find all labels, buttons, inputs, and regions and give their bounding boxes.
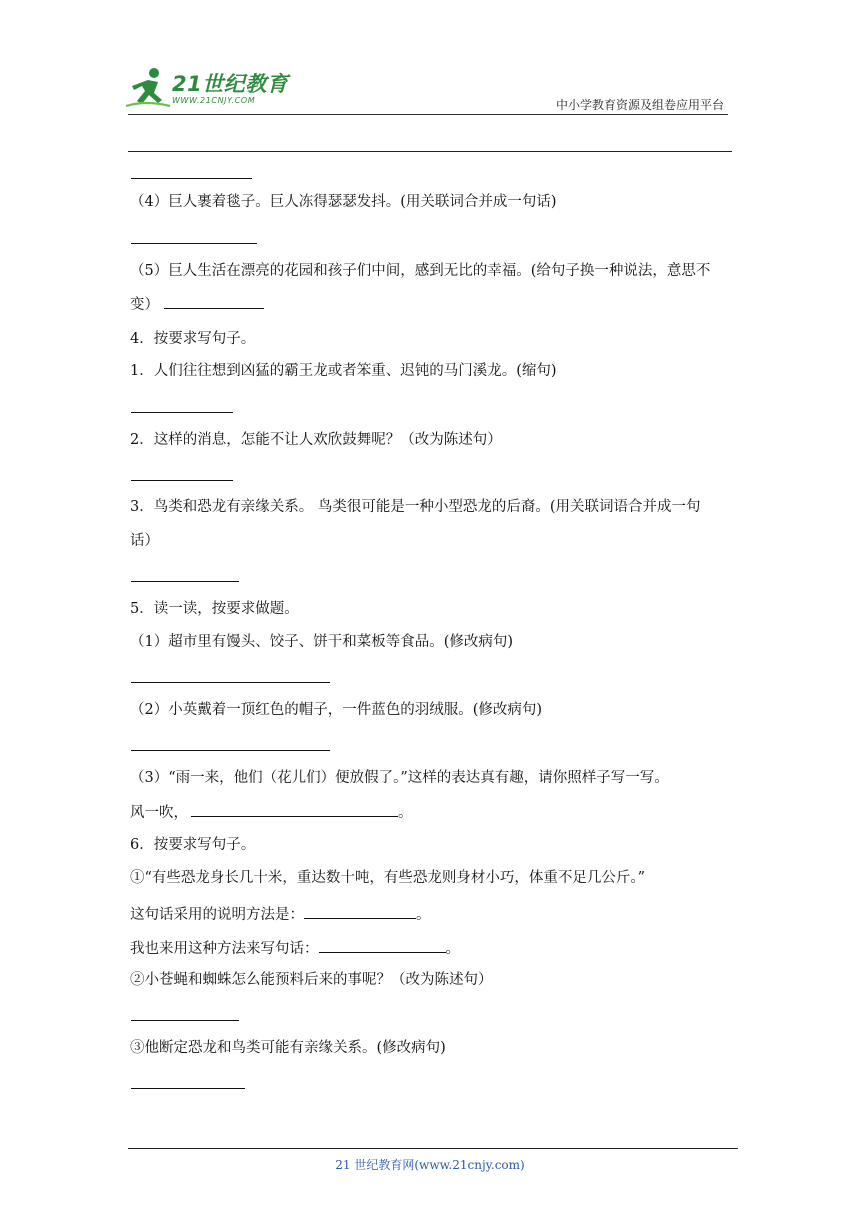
- answer-blank: [131, 412, 233, 413]
- question-text: ③他断定恐龙和鸟类可能有亲缘关系。(修改病句): [130, 1040, 446, 1056]
- question-text: 3．鸟类和恐龙有亲缘关系。 鸟类很可能是一种小型恐龙的后裔。(用关联词语合并成一句: [130, 499, 701, 515]
- fill-prefix: 风一吹，: [130, 805, 188, 821]
- answer-blank: [131, 1088, 245, 1089]
- fill-prefix: 这句话采用的说明方法是：: [130, 907, 304, 923]
- question-text: 2．这样的消息，怎能不让人欢欣鼓舞呢？（改为陈述句）: [130, 432, 502, 448]
- site-logo: [124, 66, 294, 116]
- answer-blank: [131, 178, 252, 179]
- question-text: [130, 293, 264, 315]
- section-title: 4．按要求写句子。: [130, 331, 256, 347]
- answer-blank: [131, 243, 257, 244]
- fill-suffix: 。: [416, 907, 431, 923]
- answer-blank: [131, 1020, 239, 1021]
- question-text: （2）小英戴着一顶红色的帽子，一件蓝色的羽绒服。(修改病句): [130, 702, 543, 718]
- fill-prefix: 我也来用这种方法来写句话：: [130, 941, 319, 957]
- answer-blank: [131, 682, 330, 683]
- logo-url: WWW.21CNJY.COM: [172, 96, 256, 105]
- header-divider: [128, 114, 728, 115]
- section-title: 5．读一读，按要求做题。: [130, 601, 299, 617]
- answer-blank: [131, 581, 239, 582]
- footer-rule: [128, 1148, 738, 1149]
- fill-in-line: [130, 937, 460, 959]
- question-text: 话）: [130, 533, 159, 549]
- footer-link[interactable]: 21 世纪教育网(www.21cnjy.com): [335, 1158, 525, 1172]
- fill-in-line: [130, 903, 431, 925]
- logo-text: 21世纪教育: [172, 72, 289, 96]
- fill-in-line: [130, 801, 413, 823]
- question-text: （1）超市里有馒头、饺子、饼干和菜板等食品。(修改病句): [130, 634, 514, 650]
- question-text: ①“有些恐龙身长几十米，重达数十吨，有些恐龙则身材小巧，体重不足几公斤。”: [130, 870, 646, 886]
- question-text: 1．人们往往想到凶猛的霸王龙或者笨重、迟钝的马门溪龙。(缩句): [130, 363, 557, 379]
- answer-blank: [164, 293, 264, 309]
- runner-icon: [124, 66, 174, 112]
- answer-blank: [304, 903, 416, 919]
- header-rule: [128, 151, 732, 152]
- answer-blank: [131, 480, 233, 481]
- question-text-tail: 变）: [130, 297, 159, 313]
- section-title: 6．按要求写句子。: [130, 837, 256, 853]
- question-text: （3）“雨一来，他们（花儿们）便放假了。”这样的表达真有趣，请你照样子写一写。: [130, 770, 669, 786]
- fill-suffix: 。: [398, 805, 413, 821]
- question-text: （5）巨人生活在漂亮的花园和孩子们中间，感到无比的幸福。(给句子换一种说法，意思不: [130, 263, 711, 279]
- question-text: （4）巨人裹着毯子。巨人冻得瑟瑟发抖。(用关联词合并成一句话): [130, 194, 557, 210]
- question-text: ②小苍蝇和蜘蛛怎么能预料后来的事呢？（改为陈述句）: [130, 972, 493, 988]
- platform-title: 中小学教育资源及组卷应用平台: [555, 98, 724, 112]
- answer-blank: [131, 750, 330, 751]
- answer-blank: [319, 937, 446, 953]
- answer-blank: [191, 801, 398, 817]
- fill-suffix: 。: [445, 941, 460, 957]
